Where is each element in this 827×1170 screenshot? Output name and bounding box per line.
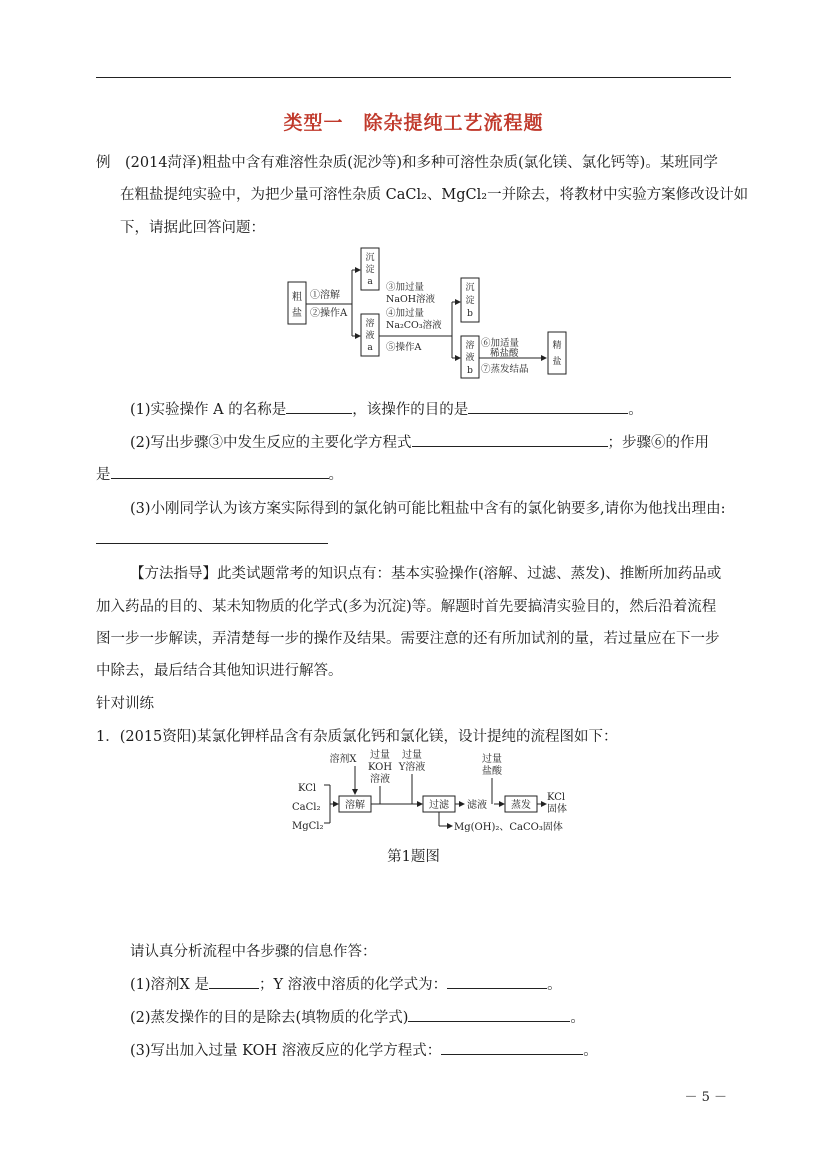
svg-text:盐: 盐 bbox=[292, 308, 302, 319]
sub-question-1: (1)溶剂X 是 ；Y 溶液中溶质的化学式为： 。 bbox=[130, 973, 562, 994]
question-3: (3)小刚同学认为该方案实际得到的氯化钠可能比粗盐中含有的氯化钠要多,请你为他找出理由: bbox=[130, 501, 726, 517]
step6a-label: ⑥加适量 bbox=[481, 338, 520, 349]
step12b-label: ②操作A bbox=[310, 308, 348, 319]
svg-text:过量: 过量 bbox=[482, 754, 502, 765]
svg-text:KCl: KCl bbox=[298, 783, 317, 794]
step7-label: ⑦蒸发结晶 bbox=[481, 364, 529, 375]
section-title: 类型一 除杂提纯工艺流程题 bbox=[283, 112, 544, 134]
svg-text:盐: 盐 bbox=[552, 357, 562, 367]
svg-text:固体: 固体 bbox=[547, 804, 567, 815]
question-1: (1)实验操作 A 的名称是 ，该操作的目的是 。 bbox=[130, 398, 643, 419]
page-number: － 5 － bbox=[684, 1090, 727, 1105]
svg-text:Y溶液: Y溶液 bbox=[398, 762, 426, 773]
step4a-label: ④加过量 bbox=[386, 308, 425, 319]
svg-text:溶液: 溶液 bbox=[370, 774, 390, 785]
svg-text:沉: 沉 bbox=[465, 283, 475, 293]
svg-text:淀: 淀 bbox=[365, 265, 375, 275]
svg-text:b: b bbox=[467, 366, 473, 376]
filter-label: 过滤 bbox=[429, 800, 449, 811]
crude-salt-flowchart bbox=[280, 246, 580, 382]
kcl-flowchart bbox=[284, 748, 584, 838]
svg-text:溶剂X: 溶剂X bbox=[329, 754, 357, 765]
step5-label: ⑤操作A bbox=[386, 342, 422, 353]
svg-text:淀: 淀 bbox=[465, 296, 475, 306]
svg-text:KOH: KOH bbox=[367, 762, 393, 773]
svg-text:CaCl₂: CaCl₂ bbox=[292, 802, 321, 813]
svg-text:溶: 溶 bbox=[465, 341, 475, 351]
svg-text:沉: 沉 bbox=[365, 253, 375, 263]
svg-text:液: 液 bbox=[365, 331, 375, 341]
svg-text:MgCl₂: MgCl₂ bbox=[292, 821, 324, 832]
svg-text:a: a bbox=[367, 343, 373, 353]
evaporate-label: 蒸发 bbox=[511, 800, 531, 811]
instructions: 请认真分析流程中各步骤的信息作答： bbox=[130, 944, 377, 960]
dissolve-label: 溶解 bbox=[345, 800, 365, 811]
example-line-3: 下，请据此回答问题： bbox=[120, 220, 265, 236]
method-line-2: 加入药品的目的、某未知物质的化学式(多为沉淀)等。解题时首先要搞清实验目的，然后沿着流程 bbox=[96, 599, 717, 615]
svg-text:盐酸: 盐酸 bbox=[482, 766, 502, 777]
example-line-2: 在粗盐提纯实验中，为把少量可溶性杂质 CaCl₂、MgCl₂一并除去，将教材中实验方案修改设计如 bbox=[120, 187, 749, 203]
svg-text:滤液: 滤液 bbox=[467, 800, 487, 811]
svg-text:液: 液 bbox=[465, 353, 475, 363]
example-line-1: 例 (2014菏泽)粗盐中含有难溶性杂质(泥沙等)和多种可溶性杂质(氯化镁、氯化钙等)。某班同学 bbox=[96, 155, 718, 171]
method-line-3: 图一步一步解读，弄清楚每一步的操作及结果。需要注意的还有所加试剂的量，若过量应在下一步 bbox=[96, 631, 720, 647]
precipitate-label: Mg(OH)₂、CaCO₃固体 bbox=[454, 822, 563, 833]
svg-text:过量: 过量 bbox=[370, 750, 390, 761]
step3a-label: ③加过量 bbox=[386, 282, 425, 293]
step3b-label: NaOH溶液 bbox=[386, 294, 436, 305]
training-heading: 针对训练 bbox=[96, 696, 154, 712]
svg-text:精: 精 bbox=[552, 341, 562, 351]
step6b-label: 稀盐酸 bbox=[490, 348, 519, 359]
svg-text:过量: 过量 bbox=[402, 750, 422, 761]
method-line-1: 【方法指导】此类试题常考的知识点有：基本实验操作(溶解、过滤、蒸发)、推断所加药品或 bbox=[130, 566, 722, 582]
sub-question-2: (2)蒸发操作的目的是除去(填物质的化学式) 。 bbox=[130, 1006, 585, 1027]
svg-text:溶: 溶 bbox=[365, 319, 375, 329]
method-line-4: 中除去，最后结合其他知识进行解答。 bbox=[96, 663, 343, 679]
header-rule bbox=[96, 77, 731, 78]
svg-text:KCl: KCl bbox=[547, 792, 566, 803]
svg-text:a: a bbox=[367, 277, 373, 287]
problem-1: 1．(2015资阳)某氯化钾样品含有杂质氯化钙和氯化镁，设计提纯的流程图如下： bbox=[96, 729, 618, 745]
question-3-blank bbox=[96, 529, 328, 548]
sub-question-3: (3)写出加入过量 KOH 溶液反应的化学方程式： 。 bbox=[130, 1039, 598, 1060]
question-2: (2)写出步骤③中发生反应的主要化学方程式 ；步骤⑥的作用 bbox=[130, 431, 709, 452]
step4b-label: Na₂CO₃溶液 bbox=[386, 320, 442, 331]
svg-text:b: b bbox=[467, 309, 473, 319]
crude-salt-label: 粗 bbox=[292, 292, 302, 303]
figure-caption: 第1题图 bbox=[387, 849, 440, 865]
question-2-cont: 是 。 bbox=[96, 463, 343, 484]
step12a-label: ①溶解 bbox=[310, 290, 340, 301]
